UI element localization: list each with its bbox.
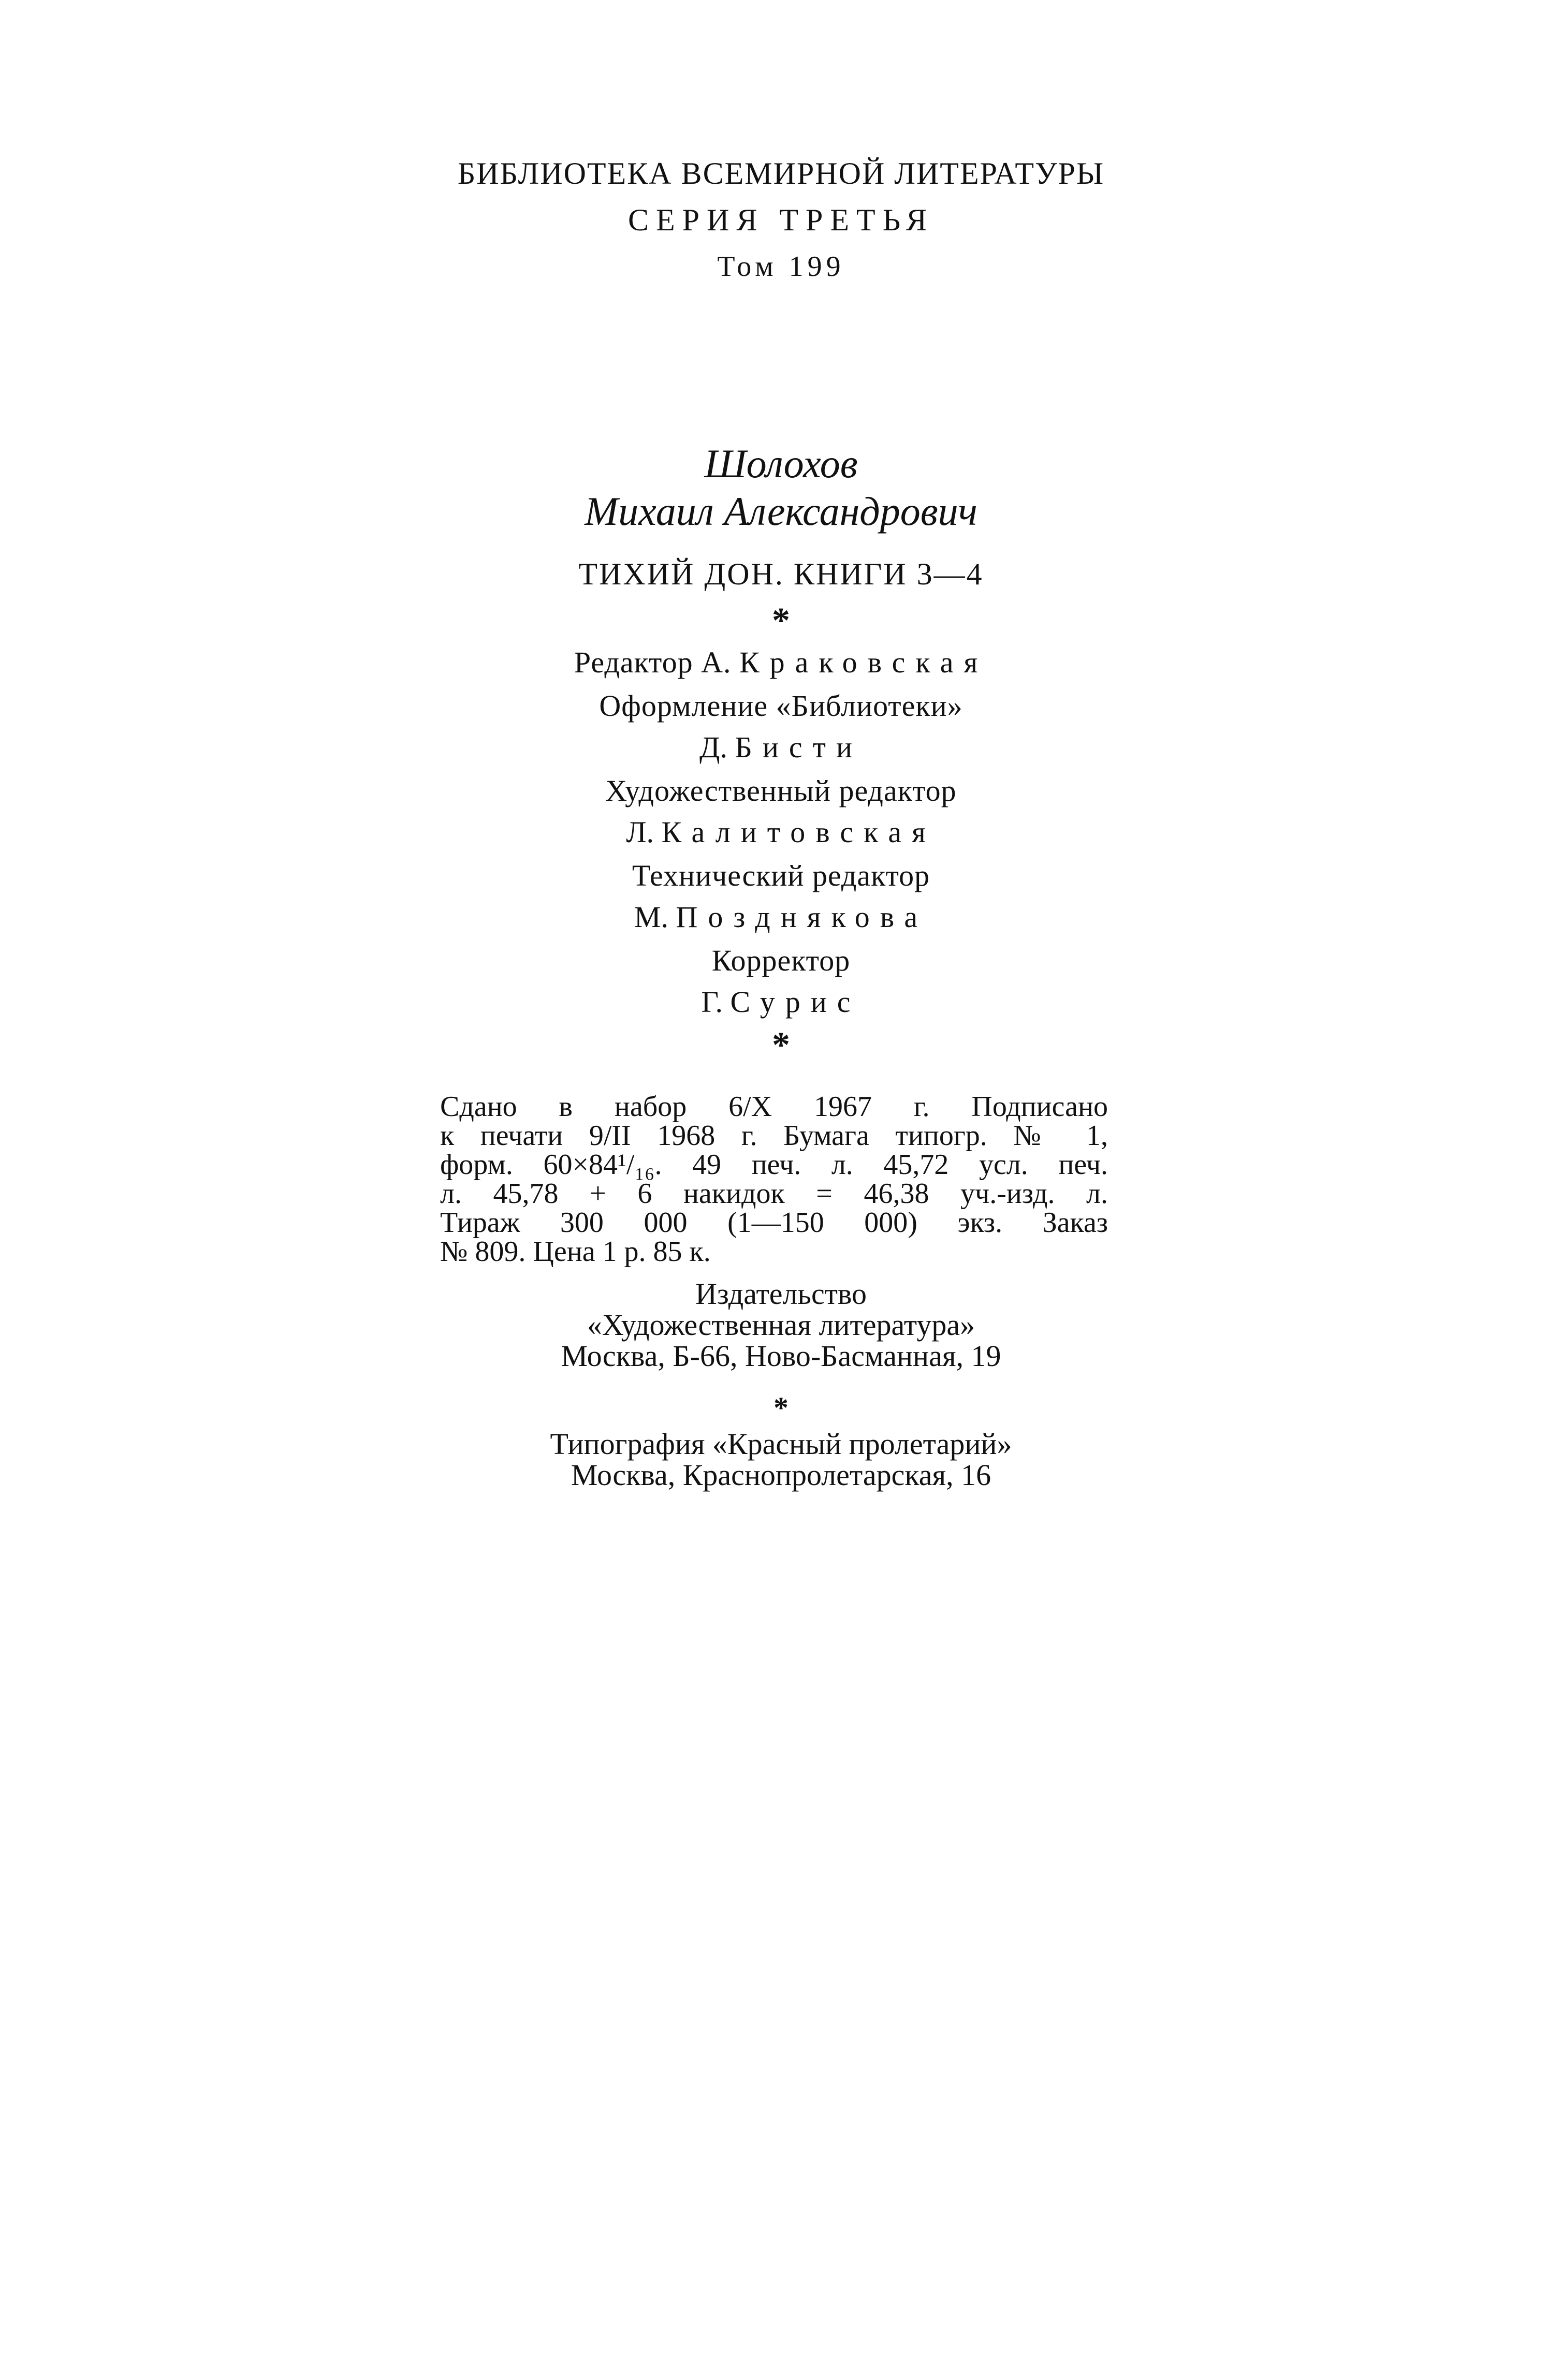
credit-person — [0, 812, 1562, 853]
credit-role-label: Редактор — [574, 645, 693, 679]
colophon-line: Тираж 300 000 (1—150 000) экз. Заказ — [440, 1207, 1108, 1239]
printer-name: Типография «Красный пролетарий» — [550, 1427, 1012, 1461]
colophon-line: Сдано в набор 6/X 1967 г. Подписано — [440, 1091, 1108, 1123]
series-subtitle: СЕРИЯ ТРЕТЬЯ — [628, 203, 934, 237]
colophon-line: № 809. Цена 1 р. 85 к. — [440, 1236, 711, 1268]
series-header — [0, 150, 1562, 290]
credit-role-label: Корректор — [711, 944, 851, 977]
author-given-names: Михаил Александрович — [585, 489, 977, 534]
credit-editor — [0, 642, 1562, 683]
series-title: БИБЛИОТЕКА ВСЕМИРНОЙ ЛИТЕРАТУРЫ — [457, 156, 1105, 190]
credit-surname: Калитовская — [661, 815, 936, 849]
colophon — [440, 1092, 1108, 1266]
book-title: ТИХИЙ ДОН. КНИГИ 3—4 — [578, 557, 984, 591]
credit-person — [0, 981, 1562, 1023]
volume-number: Том 199 — [717, 251, 845, 283]
credit-person — [0, 727, 1562, 768]
author-block — [0, 440, 1562, 597]
credit-surname: Позднякова — [676, 900, 928, 934]
publisher-block — [0, 1279, 1562, 1372]
credit-role-label: Художественный редактор — [605, 774, 957, 807]
credit-initial: Д. — [699, 730, 728, 764]
credit-surname: Сурис — [730, 985, 861, 1019]
credit-surname: Бисти — [735, 730, 863, 764]
colophon-line: л. 45,78 + 6 накидок = 46,38 уч.-изд. л. — [440, 1178, 1108, 1210]
credits-block — [0, 600, 1562, 1066]
credit-surname: Краковская — [739, 645, 988, 679]
publisher-address: Москва, Б-66, Ново-Басманная, 19 — [561, 1339, 1001, 1373]
credit-initial: Л. — [626, 815, 654, 849]
separator-star: * — [772, 1025, 790, 1065]
credit-initial: М. — [634, 900, 668, 934]
printer-address: Москва, Краснопролетарская, 16 — [571, 1458, 991, 1492]
separator-star: * — [772, 601, 790, 641]
author-surname: Шолохов — [704, 441, 858, 486]
credit-initial: Г. — [701, 985, 723, 1019]
colophon-line: к печати 9/II 1968 г. Бумага типогр. № 1, — [440, 1120, 1108, 1152]
colophon-line: форм. 60×84¹/₁₆. 49 печ. л. 45,72 усл. печ. — [440, 1149, 1108, 1181]
publisher-label: Издательство — [695, 1277, 867, 1311]
printer-block — [0, 1392, 1562, 1491]
credit-person — [0, 897, 1562, 938]
publisher-name: «Художественная литература» — [587, 1308, 975, 1342]
separator-star: * — [773, 1391, 789, 1424]
credit-role-label: Технический редактор — [632, 859, 930, 892]
credit-initial: А. — [701, 645, 732, 679]
credit-role-label: Оформление «Библиотеки» — [599, 689, 963, 723]
